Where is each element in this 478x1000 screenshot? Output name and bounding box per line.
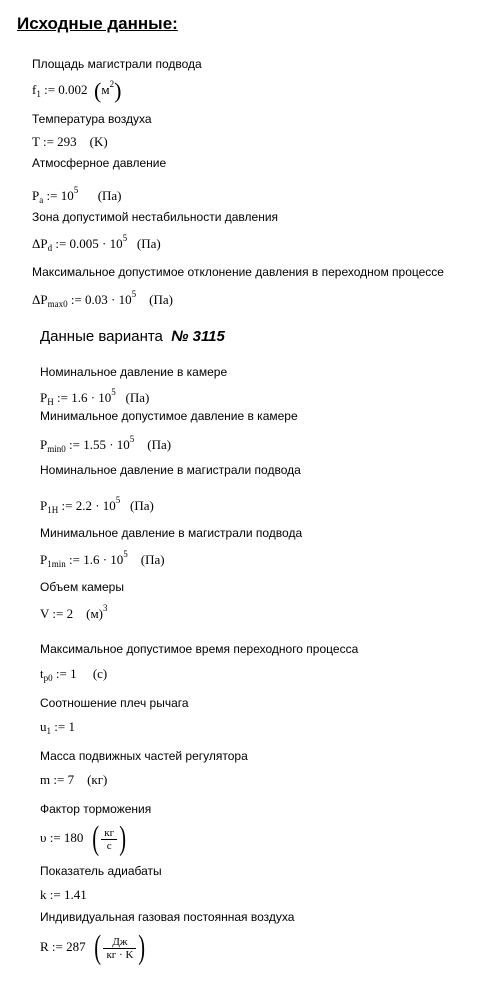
label-area: Площадь магистрали подвода — [32, 57, 202, 71]
label-nominal-chamber: Номинальное давление в камере — [40, 365, 228, 379]
formula-Pmin0: $P_{min0}$ := $1.55 \cdot 10^5$ (Па) — [40, 434, 172, 454]
formula-V: V := 2 $(м)^3$ — [40, 603, 108, 621]
label-atm-pressure: Атмосферное давление — [32, 156, 167, 170]
label-moving-mass: Масса подвижных частей регулятора — [40, 749, 248, 763]
formula-dPd: $\Delta P_d$ := $0.005 \cdot 10^5$ (Па) — [32, 233, 161, 253]
formula-k: k := 1.41 — [40, 887, 87, 902]
formula-PH: $P_H$ := $1.6 \cdot 10^5$ (Па) — [40, 387, 150, 407]
label-max-deviation: Максимальное допустимое отклонение давления в переходном процессе — [32, 265, 444, 279]
formula-upsilon: υ := 180 ( $\frac{кг}{с}$ ) — [40, 820, 127, 857]
formula-T: T := 293 (K) — [32, 134, 108, 149]
label-temperature: Температура воздуха — [32, 112, 152, 126]
formula-m: m := 7 (кг) — [40, 772, 108, 787]
page-title: Исходные данные: — [17, 14, 178, 33]
formula-P1H: $P_{1H}$ := $2.2 \cdot 10^5$ (Па) — [40, 495, 154, 515]
formula-dPmax0: $\Delta P_{max0}$ := $0.03 \cdot 10^5$ (Па) — [32, 289, 173, 309]
label-instability-zone: Зона допустимой нестабильности давления — [32, 210, 279, 224]
label-min-line: Минимальное давление в магистрали подвода — [40, 526, 303, 540]
formula-Pa: $P_a$ := $10^5$ (Па) — [32, 185, 122, 205]
label-min-chamber: Минимальное допустимое давление в камере — [40, 409, 298, 423]
label-lever-ratio: Соотношение плеч рычага — [40, 696, 189, 710]
variant-heading: Данные варианта № 3115 — [40, 328, 225, 345]
label-gas-constant: Индивидуальная газовая постоянная воздуха — [40, 910, 295, 924]
formula-R: R := 287 ( $\frac{Дж}{кг \cdot K}$ ) — [40, 929, 146, 966]
label-adiabatic-index: Показатель адиабаты — [40, 864, 162, 878]
formula-P1min: $P_{1min}$ := $1.6 \cdot 10^5$ (Па) — [40, 549, 165, 569]
label-chamber-volume: Объем камеры — [40, 580, 124, 594]
formula-tp0: $t_{p0}$ := 1 (с) — [40, 666, 108, 683]
formula-u1: $u_1$ := 1 — [40, 719, 75, 736]
label-nominal-line: Номинальное давление в магистрали подвода — [40, 463, 301, 477]
label-damping-factor: Фактор торможения — [40, 802, 152, 816]
label-max-transition-time: Максимальное допустимое время переходного процесса — [40, 642, 359, 656]
formula-f1: $f_1$ := 0.002 $(м^2)$ — [32, 78, 122, 103]
